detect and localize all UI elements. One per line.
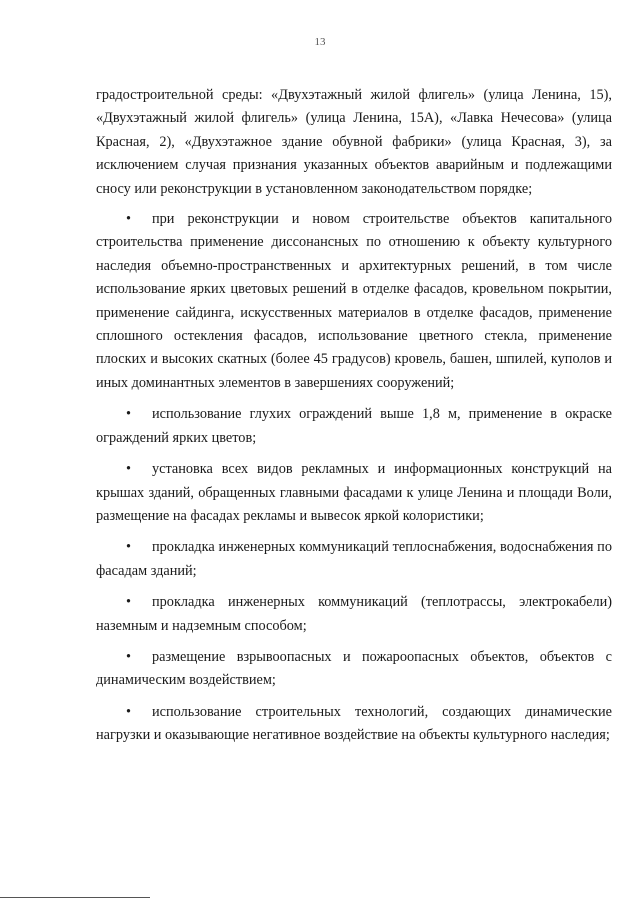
- list-item: [96, 591, 612, 638]
- list-item-text: прокладка инженерных коммуникаций (теплотрассы, электрокабели) наземным и надземным способом;: [96, 594, 612, 634]
- list-item-text: использование глухих ограждений выше 1,8 м, применение в окраске ограждений ярких цветов;: [96, 406, 612, 446]
- list-item: [96, 458, 612, 528]
- list-item: [96, 208, 612, 395]
- page-number: 13: [314, 36, 326, 48]
- intro-paragraph: градостроительной среды: «Двухэтажный жилой флигель» (улица Ленина, 15), «Двухэтажный жилой флигель» (улица Ленина, 15А), «Лавка Нечесова» (улица Красная, 2), «Двухэтажное здание обувной фабрики» (улица Красная, 3), за исключением случая признания указанных объектов аварийным и подлежащими сносу или реконструкции в установленном законодательством порядке;: [96, 87, 612, 197]
- bullet-icon: •: [126, 539, 132, 556]
- list-item-text: использование строительных технологий, создающих динамические нагрузки и оказывающие негативное воздействие на объекты культурного наследия;: [96, 703, 612, 744]
- document-body: [96, 84, 612, 748]
- bullet-icon: •: [126, 406, 132, 423]
- list-item-text: при реконструкции и новом строительстве объектов капитального строительства применение диссонансных по отношению к объекту культурного наследия объемно-пространственных и архитектурных решений, в том числе использование ярких цветовых решений в отделке фасадов, кровельном покрытии, применение сайдинга, искусственных материалов в отделке фасадов, применение сплошного остекления фасадов, использование цветного стекла, применение плоских и высоких скатных (более 45 градусов) кровель, башен, шпилей, куполов и иных доминантных элементов в завершениях сооружений;: [96, 211, 612, 391]
- bullet-icon: •: [126, 211, 132, 228]
- bullet-icon: •: [126, 594, 132, 611]
- list-item-text: установка всех видов рекламных и информационных конструкций на крышах зданий, обращенных главными фасадами к улице Ленина и площади Воли, размещение на фасадах рекламы и вывесок яркой колористики;: [96, 461, 612, 524]
- bullet-icon: •: [126, 648, 132, 665]
- bullet-icon: •: [126, 703, 132, 720]
- list-item: [96, 701, 612, 748]
- bullet-icon: •: [126, 461, 132, 478]
- list-item: [96, 646, 612, 693]
- list-item-text: прокладка инженерных коммуникаций теплоснабжения, водоснабжения по фасадам зданий;: [96, 539, 612, 579]
- list-item: [96, 403, 612, 450]
- footnote-divider: [0, 897, 150, 898]
- list-item: [96, 536, 612, 583]
- list-item-text: размещение взрывоопасных и пожароопасных объектов, объектов с динамическим воздействием;: [96, 648, 612, 689]
